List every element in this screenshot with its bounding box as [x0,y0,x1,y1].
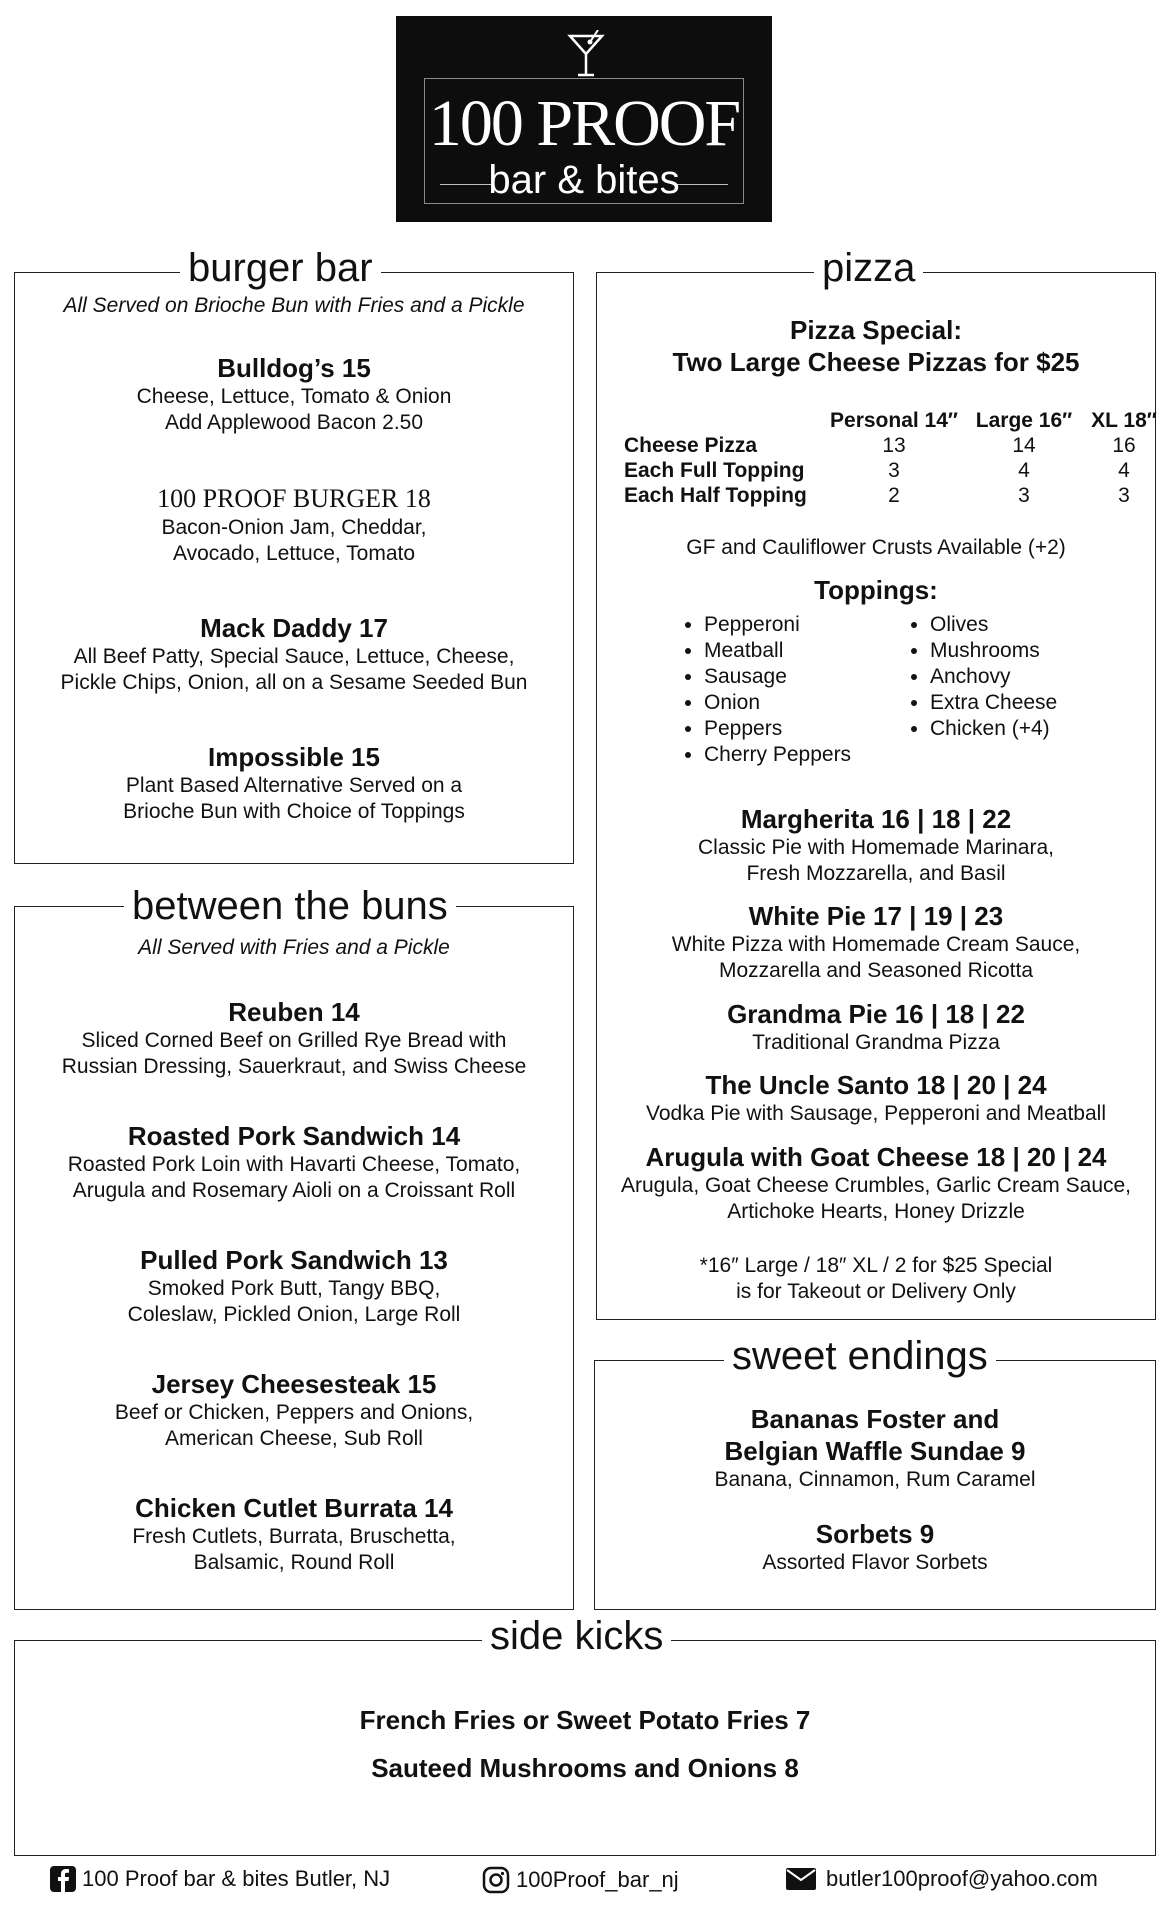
item-desc: Arugula, Goat Cheese Crumbles, Garlic Cream Sauce, [620,1174,1132,1197]
item-name: Chicken Cutlet Burrata 14 [135,1493,453,1523]
item-desc: American Cheese, Sub Roll [165,1427,423,1450]
note-line: is for Takeout or Delivery Only [736,1280,1016,1303]
menu-item [594,1518,1156,1576]
item-desc: Russian Dressing, Sauerkraut, and Swiss Cheese [61,1055,527,1078]
list-item: • Sausage [704,664,884,690]
pizza-title: pizza [814,246,923,290]
cell: 2 [888,484,900,507]
item-desc: Beef or Chicken, Peppers and Onions, [114,1401,474,1424]
list-item: • Mushrooms [930,638,1100,664]
instagram-label: 100Proof_bar_nj [516,1867,679,1892]
footer-instagram[interactable] [482,1866,679,1894]
menu-item [596,1141,1156,1225]
pizza-special-line1: Pizza Special: [790,315,962,345]
item-desc: Smoked Pork Butt, Tangy BBQ, [147,1277,441,1300]
item-desc: Add Applewood Bacon 2.50 [164,411,424,434]
cell: 14 [1012,434,1036,457]
list-item: • Onion [704,690,884,716]
cell: 16 [1112,434,1136,457]
item-desc: Pickle Chips, Onion, all on a Sesame Seeded Bun [60,671,528,694]
side-kicks-title: side kicks [482,1614,671,1658]
cell: 3 [1018,484,1030,507]
list-item: • Meatball [704,638,884,664]
row-label: Each Half Topping [624,484,807,507]
item-desc: White Pizza with Homemade Cream Sauce, [671,933,1081,956]
side-item: French Fries or Sweet Potato Fries 7 [359,1705,811,1735]
item-desc: Cheese, Lettuce, Tomato & Onion [136,385,452,408]
menu-item [596,803,1156,887]
pizza-price-table [624,408,1164,508]
list-item: • Cherry Peppers [704,742,884,768]
menu-item [596,998,1156,1056]
item-desc: Plant Based Alternative Served on a [125,774,463,797]
menu-item [14,352,574,436]
item-name: Arugula with Goat Cheese 18 | 20 | 24 [645,1142,1107,1172]
item-name: Margherita 16 | 18 | 22 [740,804,1012,834]
burger-bar-title: burger bar [180,246,381,290]
row-label: Cheese Pizza [624,434,758,457]
item-desc: Fresh Cutlets, Burrata, Bruschetta, [132,1525,456,1548]
item-desc: Avocado, Lettuce, Tomato [172,542,416,565]
side-items [14,1704,1156,1784]
item-name: Roasted Pork Sandwich 14 [127,1121,461,1151]
menu-item [14,1368,574,1452]
cell: 4 [1118,459,1130,482]
pizza-note [596,1253,1156,1305]
martini-glass-icon [566,30,606,80]
menu-item [594,1403,1156,1493]
item-desc: All Beef Patty, Special Sauce, Lettuce, Cheese, [73,645,515,668]
item-name: Pulled Pork Sandwich 13 [140,1245,448,1275]
item-desc: Bacon-Onion Jam, Cheddar, [161,516,427,539]
menu-item [596,900,1156,984]
item-name: Sorbets 9 [815,1519,935,1549]
pizza-special-line2: Two Large Cheese Pizzas for $25 [672,347,1080,377]
item-desc: Classic Pie with Homemade Marinara, [698,836,1054,859]
item-desc: Artichoke Hearts, Honey Drizzle [727,1200,1025,1223]
row-label: Each Full Topping [624,459,805,482]
item-desc: Traditional Grandma Pizza [752,1031,1000,1054]
facebook-label: 100 Proof bar & bites Butler, NJ [82,1866,391,1891]
table-header: XL 18″ [1091,409,1157,432]
list-item: • Extra Cheese [930,690,1100,716]
logo-title: 100 PROOF [428,87,740,160]
table-row [624,483,1164,508]
menu-item [14,996,574,1080]
item-name: Bulldog’s 15 [217,353,371,383]
menu-item [14,1492,574,1576]
item-desc: Fresh Mozzarella, and Basil [746,862,1006,885]
list-item: • Olives [930,612,1100,638]
instagram-icon [482,1866,510,1894]
table-row [624,433,1164,458]
item-desc: Balsamic, Round Roll [193,1551,395,1574]
item-desc: Brioche Bun with Choice of Toppings [123,800,465,823]
menu-item [14,483,574,567]
note-line: *16″ Large / 18″ XL / 2 for $25 Special [699,1254,1053,1277]
item-name: Impossible 15 [208,742,380,772]
list-item: • Anchovy [930,664,1100,690]
cell: 13 [882,434,906,457]
item-name: 100 PROOF BURGER 18 [157,484,431,513]
crusts-note: GF and Cauliflower Crusts Available (+2) [686,536,1066,559]
between-buns-subtitle: All Served with Fries and a Pickle [138,936,450,959]
logo-subtitle: bar & bites [488,158,680,202]
item-desc: Banana, Cinnamon, Rum Caramel [714,1468,1036,1491]
toppings-title: Toppings: [814,575,938,605]
footer-email[interactable] [786,1866,1098,1892]
item-name: Mack Daddy 17 [200,613,388,643]
between-buns-title: between the buns [124,884,456,928]
table-header: Personal 14″ [830,409,958,432]
list-item: • Chicken (+4) [930,716,1100,742]
sweet-endings-title: sweet endings [724,1334,996,1378]
item-desc: Arugula and Rosemary Aioli on a Croissant Roll [72,1179,516,1202]
envelope-icon [786,1868,816,1890]
item-desc: Roasted Pork Loin with Havarti Cheese, Tomato, [67,1153,521,1176]
logo [396,16,772,222]
list-item: • Pepperoni [704,612,884,638]
cell: 3 [1118,484,1130,507]
item-name: Belgian Waffle Sundae 9 [724,1436,1026,1466]
item-name: Jersey Cheesesteak 15 [151,1369,437,1399]
item-desc: Assorted Flavor Sorbets [762,1551,988,1574]
list-item: • Peppers [704,716,884,742]
item-name: Reuben 14 [228,997,360,1027]
cell: 4 [1018,459,1030,482]
menu-item [14,612,574,696]
menu-item [14,1120,574,1204]
toppings-list-left [674,612,884,768]
item-desc: Mozzarella and Seasoned Ricotta [718,959,1033,982]
item-name: Bananas Foster and [750,1404,1000,1434]
item-desc: Sliced Corned Beef on Grilled Rye Bread with [81,1029,507,1052]
menu-item [14,741,574,825]
menu-item [14,1244,574,1328]
menu-item [596,1069,1156,1127]
item-name: The Uncle Santo 18 | 20 | 24 [705,1070,1047,1100]
item-name: Grandma Pie 16 | 18 | 22 [727,999,1025,1029]
footer-facebook[interactable] [50,1866,390,1892]
table-row [624,458,1164,483]
email-label: butler100proof@yahoo.com [826,1866,1098,1891]
toppings-list-right [900,612,1100,742]
table-header: Large 16″ [975,409,1073,432]
burger-bar-subtitle: All Served on Brioche Bun with Fries and a Pickle [63,294,525,317]
item-desc: Coleslaw, Pickled Onion, Large Roll [127,1303,461,1326]
facebook-icon [50,1866,76,1892]
side-item: Sauteed Mushrooms and Onions 8 [371,1753,799,1783]
item-name: White Pie 17 | 19 | 23 [748,901,1004,931]
cell: 3 [888,459,900,482]
item-desc: Vodka Pie with Sausage, Pepperoni and Meatball [646,1102,1106,1125]
